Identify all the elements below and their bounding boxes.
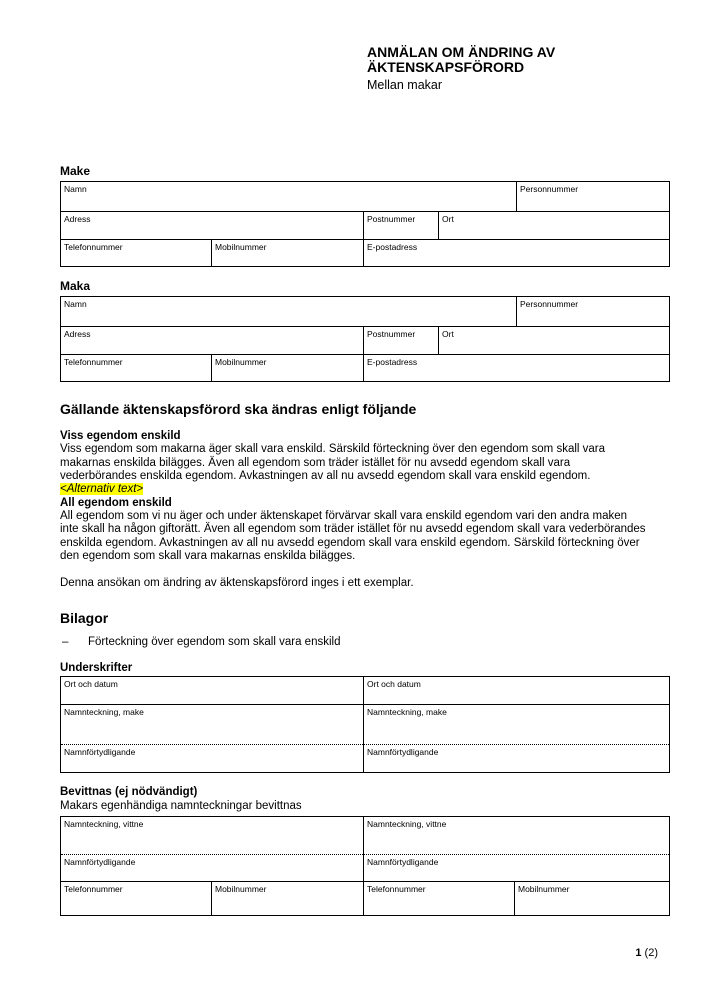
field-make-adress[interactable] bbox=[61, 212, 363, 239]
field-maka-mobilnummer[interactable] bbox=[211, 355, 363, 381]
maka-table bbox=[60, 296, 670, 382]
field-label-ort: Ort bbox=[442, 214, 454, 224]
field-label-ort: Ort bbox=[442, 329, 454, 339]
option2-line: inte skall ha någon giftorätt. Även all egendom som träder istället för nu avsedd egendom skall vara vederbörandes bbox=[60, 523, 646, 536]
field-maka-ort[interactable] bbox=[438, 327, 669, 354]
amendment-body bbox=[60, 430, 674, 590]
field-make-mobilnummer[interactable] bbox=[211, 240, 363, 266]
underskrifter-heading: Underskrifter bbox=[60, 662, 133, 674]
field-maka-postnummer[interactable] bbox=[363, 327, 438, 354]
option2-line: All egendom som vi nu äger och under äktenskapet förvärvar skall vara enskild egendom vari den andra maken bbox=[60, 510, 628, 523]
option2-line: den egendom som skall vara makarnas enskilda bilägges. bbox=[60, 550, 356, 563]
field-label-namnfortydligande: Namnförtydligande bbox=[367, 857, 439, 867]
field-underskrift-2-ort-och-datum[interactable] bbox=[364, 677, 669, 705]
field-label-postnummer: Postnummer bbox=[367, 214, 416, 224]
amendment-heading: Gällande äktenskapsförord ska ändras enligt följande bbox=[60, 401, 417, 417]
submission-note: Denna ansökan om ändring av äktenskapsförord inges i ett exemplar. bbox=[60, 576, 414, 589]
option1-line: Viss egendom som makarna äger skall vara enskild. Särskild förteckning över den egendom som skall vara bbox=[60, 443, 606, 456]
option1-line: makarnas enskilda bilägges. Även all egendom som träder istället för nu avsedd egendom skall vara bbox=[60, 456, 571, 469]
field-maka-personnummer[interactable] bbox=[516, 297, 669, 326]
field-vittne-2-telefonnummer[interactable] bbox=[364, 882, 514, 915]
underskrifter-table bbox=[60, 676, 670, 773]
field-make-postnummer[interactable] bbox=[363, 212, 438, 239]
field-label-ort-och-datum: Ort och datum bbox=[64, 679, 118, 689]
field-label-telefonnummer: Telefonnummer bbox=[64, 242, 123, 252]
make-table bbox=[60, 181, 670, 267]
field-label-namnteckning-vittne: Namnteckning, vittne bbox=[367, 819, 447, 829]
option1-heading: Viss egendom enskild bbox=[60, 430, 181, 442]
field-label-epostadress: E-postadress bbox=[367, 357, 418, 367]
page-number-current: 1 bbox=[635, 947, 642, 959]
field-label-ort-och-datum: Ort och datum bbox=[367, 679, 421, 689]
field-make-namn[interactable] bbox=[61, 182, 516, 211]
field-vittne-2-namnfortydligande[interactable] bbox=[364, 855, 669, 882]
option2-heading: All egendom enskild bbox=[60, 496, 172, 509]
underskrift-column-1 bbox=[61, 677, 363, 772]
vittne-2-phone-row bbox=[364, 882, 669, 915]
field-underskrift-2-namnfortydligande[interactable] bbox=[364, 745, 669, 772]
make-section-heading: Make bbox=[60, 164, 91, 178]
document-subtitle: Mellan makar bbox=[367, 78, 443, 92]
page-number-total: (2) bbox=[644, 947, 658, 959]
bilagor-heading: Bilagor bbox=[60, 610, 109, 626]
field-underskrift-1-namnfortydligande[interactable] bbox=[61, 745, 363, 772]
field-vittne-1-mobilnummer[interactable] bbox=[211, 882, 363, 915]
field-maka-namn[interactable] bbox=[61, 297, 516, 326]
field-label-namnteckning: Namnteckning, make bbox=[64, 707, 144, 717]
bevittnas-table bbox=[60, 816, 670, 916]
field-maka-telefonnummer[interactable] bbox=[61, 355, 211, 381]
document-title-line1: ANMÄLAN OM ÄNDRING AV bbox=[367, 44, 556, 60]
alternative-marker-line bbox=[60, 483, 674, 496]
field-label-namnteckning: Namnteckning, make bbox=[367, 707, 447, 717]
field-vittne-1-namnfortydligande[interactable] bbox=[61, 855, 363, 882]
field-underskrift-1-namnteckning[interactable] bbox=[61, 705, 363, 745]
field-maka-adress[interactable] bbox=[61, 327, 363, 354]
bilagor-list-item bbox=[62, 636, 340, 648]
field-label-personnummer: Personnummer bbox=[520, 299, 579, 309]
field-label-namnteckning-vittne: Namnteckning, vittne bbox=[64, 819, 144, 829]
document-title-line2: ÄKTENSKAPSFÖRORD bbox=[367, 59, 525, 75]
option1-line: vederbörandes enskilda egendom. Avkastningen av all nu avsedd egendom skall vara enskild egendom. bbox=[60, 470, 591, 483]
field-label-mobilnummer: Mobilnummer bbox=[215, 357, 267, 367]
option2-line: enskilda egendom. Avkastningen av all nu avsedd egendom skall vara enskild egendom. Särskild förteckning över bbox=[60, 536, 640, 549]
document-header bbox=[367, 45, 555, 93]
field-vittne-2-mobilnummer[interactable] bbox=[514, 882, 669, 915]
bilagor-item-text: Förteckning över egendom som skall vara enskild bbox=[88, 636, 341, 648]
field-label-postnummer: Postnummer bbox=[367, 329, 416, 339]
field-make-personnummer[interactable] bbox=[516, 182, 669, 211]
field-vittne-2-namnteckning[interactable] bbox=[364, 817, 669, 855]
field-label-namnfortydligande: Namnförtydligande bbox=[64, 747, 136, 757]
field-label-namn: Namn bbox=[64, 184, 87, 194]
bevittnas-heading: Bevittnas (ej nödvändigt) bbox=[60, 786, 198, 798]
field-label-namn: Namn bbox=[64, 299, 87, 309]
bevittnas-subheading: Makars egenhändiga namnteckningar bevittnas bbox=[60, 800, 302, 812]
field-label-mobilnummer: Mobilnummer bbox=[215, 242, 267, 252]
page-number bbox=[588, 947, 658, 959]
field-label-adress: Adress bbox=[64, 329, 91, 339]
field-label-epostadress: E-postadress bbox=[367, 242, 418, 252]
field-label-namnfortydligande: Namnförtydligande bbox=[367, 747, 439, 757]
field-label-telefonnummer: Telefonnummer bbox=[367, 884, 426, 894]
vittne-1-phone-row bbox=[61, 882, 363, 915]
field-label-namnfortydligande: Namnförtydligande bbox=[64, 857, 136, 867]
alternative-marker: <Alternativ text> bbox=[60, 483, 144, 496]
field-make-ort[interactable] bbox=[438, 212, 669, 239]
field-label-adress: Adress bbox=[64, 214, 91, 224]
vittne-column-1 bbox=[61, 817, 363, 915]
underskrift-column-2 bbox=[363, 677, 669, 772]
field-label-telefonnummer: Telefonnummer bbox=[64, 884, 123, 894]
vittne-column-2 bbox=[363, 817, 669, 915]
field-underskrift-2-namnteckning[interactable] bbox=[364, 705, 669, 745]
field-underskrift-1-ort-och-datum[interactable] bbox=[61, 677, 363, 705]
field-label-mobilnummer: Mobilnummer bbox=[215, 884, 267, 894]
field-make-epostadress[interactable] bbox=[363, 240, 669, 266]
list-dash: – bbox=[62, 636, 69, 648]
field-vittne-1-namnteckning[interactable] bbox=[61, 817, 363, 855]
field-vittne-1-telefonnummer[interactable] bbox=[61, 882, 211, 915]
maka-section-heading: Maka bbox=[60, 279, 91, 293]
field-maka-epostadress[interactable] bbox=[363, 355, 669, 381]
field-label-mobilnummer: Mobilnummer bbox=[518, 884, 570, 894]
field-label-telefonnummer: Telefonnummer bbox=[64, 357, 123, 367]
field-label-personnummer: Personnummer bbox=[520, 184, 579, 194]
field-make-telefonnummer[interactable] bbox=[61, 240, 211, 266]
